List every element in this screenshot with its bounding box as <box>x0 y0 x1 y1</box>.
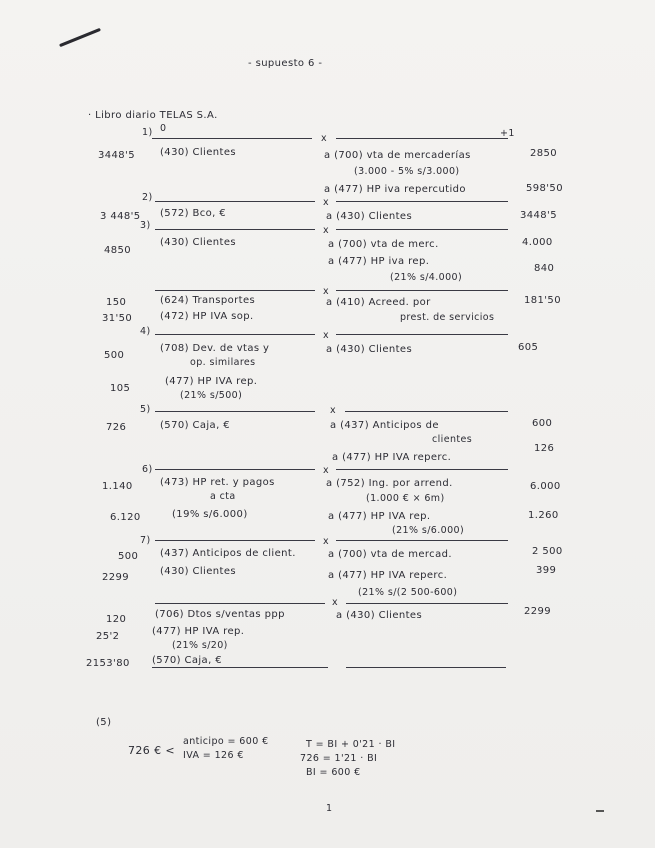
entry-6-debit-account: (473) HP ret. y pagos <box>160 477 275 488</box>
calc-equation-2: 726 = 1'21 · BI <box>300 753 378 764</box>
entry-5-number: 5) <box>140 404 151 415</box>
entry-4-credit-account: a (430) Clientes <box>326 344 413 355</box>
separator-x-mark: x <box>323 536 330 547</box>
entry-separator <box>336 290 508 291</box>
entry-6-credit-account: a (477) HP IVA rep. <box>328 511 431 522</box>
entry-7-credit-amount: 2 500 <box>532 546 563 557</box>
page-number: 1 <box>326 803 333 814</box>
separator-x-mark: x <box>323 330 330 341</box>
entry-separator <box>155 603 325 604</box>
entry-5-debit-amount: 726 <box>106 422 127 433</box>
calc-iva: IVA = 126 € <box>183 750 244 761</box>
entry-3b-debit-amount: 31'50 <box>102 313 133 324</box>
entry-2-debit-amount: 3 448'5 <box>100 211 141 222</box>
entry-7b-debit-amount: 120 <box>106 614 127 625</box>
entry-7b-debit-amount: 2153'80 <box>86 658 130 669</box>
closing-line <box>346 667 506 668</box>
entry-7b-debit-account: (706) Dtos s/ventas ppp <box>155 609 285 620</box>
entry-7-debit-amount: 2299 <box>102 572 130 583</box>
entry-4-debit-account: (477) HP IVA rep. <box>165 376 258 387</box>
entry-separator <box>155 229 315 230</box>
entry-6-debit-account: (19% s/6.000) <box>172 509 248 520</box>
entry-7-credit-account: a (700) vta de mercad. <box>328 549 452 560</box>
entry-1-credit-amount: 2850 <box>530 148 558 159</box>
separator-x-mark: x <box>330 405 337 416</box>
entry-3-debit-account: (430) Clientes <box>160 237 236 248</box>
journal-heading: · Libro diario TELAS S.A. <box>88 110 218 121</box>
entry-6-debit-note: a cta <box>210 491 236 502</box>
entry-3b-credit-amount: 181'50 <box>524 295 561 306</box>
entry-separator <box>336 201 508 202</box>
entry-6-credit-note: (21% s/6.000) <box>392 525 465 536</box>
entry-6-number: 6) <box>142 464 153 475</box>
page-title: - supuesto 6 - <box>248 58 323 69</box>
separator-x-mark: x <box>332 597 339 608</box>
entry-7b-credit-account: a (430) Clientes <box>336 610 423 621</box>
calc-equation-3: BI = 600 € <box>306 767 361 778</box>
entry-3b-debit-account: (624) Transportes <box>160 295 256 306</box>
entry-separator <box>155 290 315 291</box>
pen-stroke <box>59 28 101 47</box>
entry-6-credit-account: a (752) Ing. por arrend. <box>326 478 453 489</box>
entry-1-credit-account: a (700) vta de mercaderías <box>324 150 471 161</box>
entry-3-debit-amount: 4850 <box>104 245 132 256</box>
calc-label: (5) <box>96 717 112 728</box>
calc-equation-1: T = BI + 0'21 · BI <box>306 739 396 750</box>
entry-1-debit-amount: 3448'5 <box>98 150 135 161</box>
entry-1-header-right: +1 <box>500 128 515 139</box>
entry-4-debit-account: (708) Dev. de vtas y <box>160 343 270 354</box>
entry-3b-credit-account: a (410) Acreed. por <box>326 297 431 308</box>
separator-x-mark: x <box>323 225 330 236</box>
entry-7-credit-account: a (477) HP IVA reperc. <box>328 570 448 581</box>
entry-7b-debit-note: (21% s/20) <box>172 640 228 651</box>
entry-3b-credit-note: prest. de servicios <box>400 312 495 323</box>
entry-5-credit-account: a (437) Anticipos de <box>330 420 439 431</box>
entry-1-credit-account: a (477) HP iva repercutido <box>324 184 466 195</box>
entry-4-debit-note: (21% s/500) <box>180 390 243 401</box>
entry-1-header-left: 0 <box>160 123 167 134</box>
entry-1-credit-amount: 598'50 <box>526 183 563 194</box>
entry-3-credit-account: a (700) vta de merc. <box>328 239 439 250</box>
entry-4-credit-amount: 605 <box>518 342 539 353</box>
entry-separator <box>336 229 508 230</box>
entry-7b-debit-account: (477) HP IVA rep. <box>152 626 245 637</box>
entry-separator <box>336 469 508 470</box>
entry-separator <box>155 334 315 335</box>
entry-separator <box>336 540 508 541</box>
entry-3-number: 3) <box>140 220 151 231</box>
entry-separator <box>336 138 508 139</box>
calc-total: 726 € < <box>128 744 176 757</box>
entry-5-credit-amount: 126 <box>534 443 555 454</box>
entry-3b-debit-account: (472) HP IVA sop. <box>160 311 254 322</box>
entry-1-credit-note: (3.000 - 5% s/3.000) <box>354 166 460 177</box>
separator-x-mark: x <box>323 197 330 208</box>
entry-4-number: 4) <box>140 326 151 337</box>
corner-mark <box>596 810 604 812</box>
entry-separator <box>155 411 315 412</box>
entry-7b-debit-amount: 25'2 <box>96 631 120 642</box>
entry-1-debit-account: (430) Clientes <box>160 147 236 158</box>
separator-x-mark: x <box>323 465 330 476</box>
entry-7-credit-note: (21% s/(2 500-600) <box>358 587 458 598</box>
entry-6-debit-amount: 6.120 <box>110 512 141 523</box>
entry-separator <box>155 540 315 541</box>
entry-2-credit-amount: 3448'5 <box>520 210 557 221</box>
closing-line <box>152 667 328 668</box>
entry-5-credit-note: clientes <box>432 434 473 445</box>
entry-separator <box>155 469 315 470</box>
entry-5-credit-amount: 600 <box>532 418 553 429</box>
separator-x-mark: x <box>321 133 328 144</box>
entry-7-number: 7) <box>140 535 151 546</box>
separator-x-mark: x <box>323 286 330 297</box>
entry-3-credit-note: (21% s/4.000) <box>390 272 463 283</box>
entry-7-debit-account: (430) Clientes <box>160 566 236 577</box>
entry-6-credit-amount: 1.260 <box>528 510 559 521</box>
entry-7-credit-amount: 399 <box>536 565 557 576</box>
calc-anticipo: anticipo = 600 € <box>183 736 269 747</box>
entry-separator <box>155 201 315 202</box>
entry-separator <box>336 334 508 335</box>
entry-6-credit-note: (1.000 € × 6m) <box>366 493 445 504</box>
entry-5-credit-account: a (477) HP IVA reperc. <box>332 452 452 463</box>
entry-4-debit-note: op. similares <box>190 357 256 368</box>
entry-6-debit-amount: 1.140 <box>102 481 133 492</box>
entry-7-debit-account: (437) Anticipos de client. <box>160 548 296 559</box>
entry-6-credit-amount: 6.000 <box>530 481 561 492</box>
entry-5-debit-account: (570) Caja, € <box>160 420 231 431</box>
entry-separator <box>345 411 508 412</box>
entry-4-debit-amount: 105 <box>110 383 131 394</box>
entry-7b-credit-amount: 2299 <box>524 606 552 617</box>
entry-3-credit-account: a (477) HP iva rep. <box>328 256 430 267</box>
entry-3-credit-amount: 840 <box>534 263 555 274</box>
entry-3-credit-amount: 4.000 <box>522 237 553 248</box>
entry-3b-debit-amount: 150 <box>106 297 127 308</box>
entry-1-number: 1) <box>142 127 153 138</box>
entry-4-debit-amount: 500 <box>104 350 125 361</box>
entry-2-credit-account: a (430) Clientes <box>326 211 413 222</box>
entry-2-debit-account: (572) Bco, € <box>160 208 227 219</box>
entry-7b-debit-account: (570) Caja, € <box>152 655 223 666</box>
entry-7-debit-amount: 500 <box>118 551 139 562</box>
entry-separator <box>152 138 312 139</box>
entry-2-number: 2) <box>142 192 153 203</box>
entry-separator <box>346 603 508 604</box>
